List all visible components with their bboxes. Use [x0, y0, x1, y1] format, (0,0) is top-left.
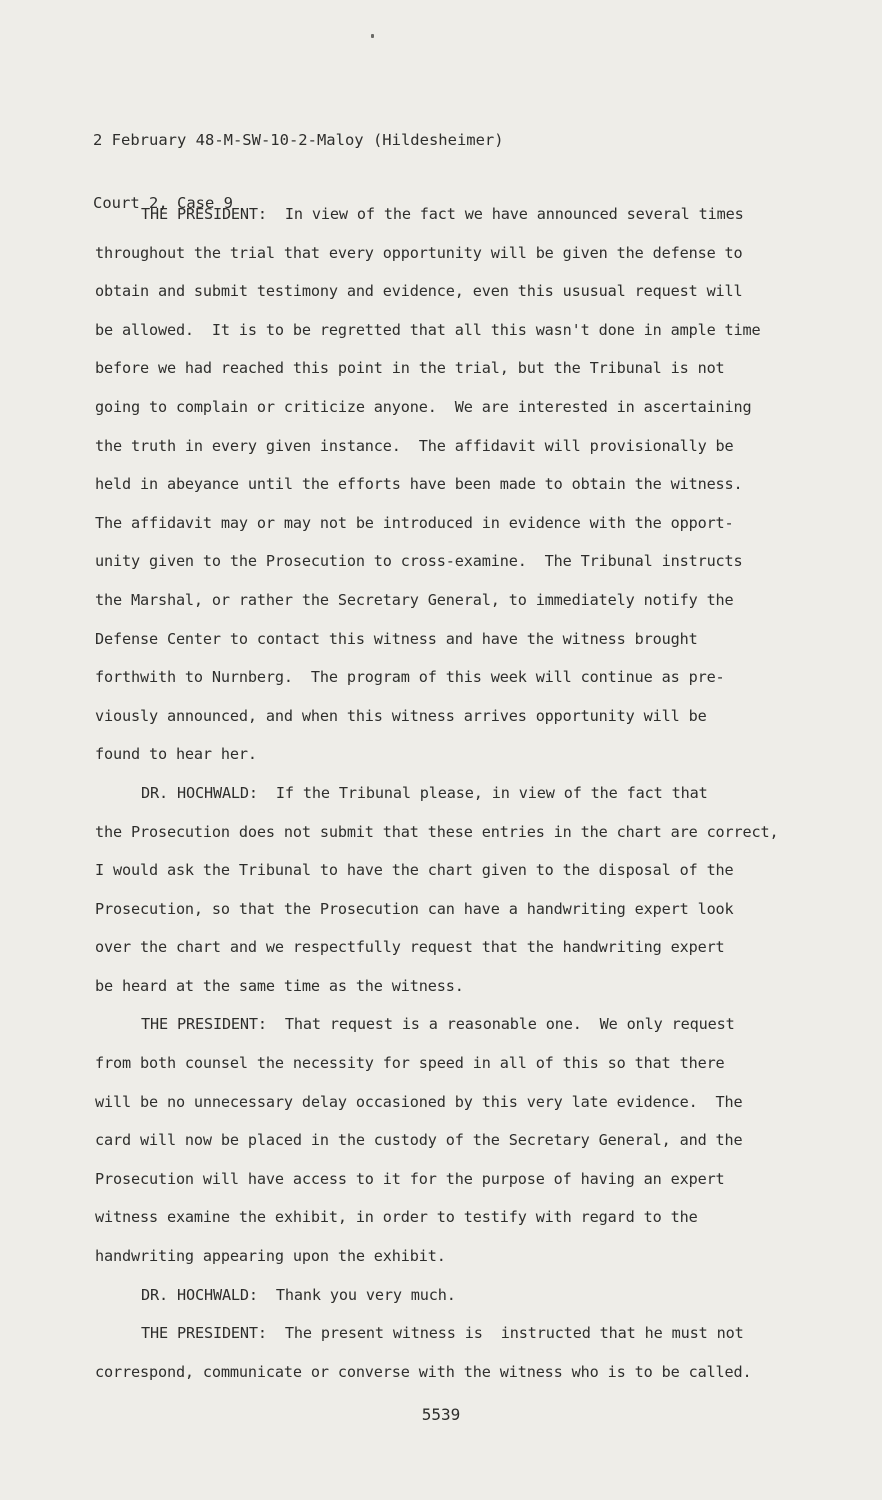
- transcript-line: correspond, communicate or converse with the witness who is to be called.: [95, 1362, 752, 1381]
- paper-speck: [371, 34, 374, 38]
- transcript-line: viously announced, and when this witness arrives opportunity will be: [95, 706, 707, 725]
- transcript-line: The affidavit may or may not be introduced in evidence with the opport-: [95, 513, 734, 532]
- page-number: 5539: [421, 1405, 461, 1424]
- header-court-case: Court 2, Case 9: [93, 194, 233, 212]
- transcript-line: over the chart and we respectfully request that the handwriting expert: [95, 938, 725, 957]
- transcript-line: witness examine the exhibit, in order to testify with regard to the: [95, 1208, 698, 1227]
- transcript-line: unity given to the Prosecution to cross-examine. The Tribunal instructs: [95, 552, 743, 571]
- paragraph-president-1-start: THE PRESIDENT: In view of the fact we have announced several times: [141, 205, 744, 223]
- transcript-line: throughout the trial that every opportunity will be given the defense to: [95, 243, 743, 262]
- transcript-line: obtain and submit testimony and evidence, even this ususual request will: [95, 282, 743, 301]
- paragraph-hochwald-2: DR. HOCHWALD: Thank you very much.: [141, 1285, 456, 1304]
- transcript-line: handwriting appearing upon the exhibit.: [95, 1247, 446, 1266]
- paragraph-hochwald-1-start: DR. HOCHWALD: If the Tribunal please, in view of the fact that: [141, 783, 708, 802]
- transcript-line: found to hear her.: [95, 745, 257, 764]
- transcript-line: Prosecution, so that the Prosecution can have a handwriting expert look: [95, 899, 734, 918]
- header-date-reference: 2 February 48-M-SW-10-2-Maloy (Hildesheimer): [93, 131, 504, 149]
- transcript-body: [95, 195, 825, 1391]
- paragraph-president-3-start: THE PRESIDENT: The present witness is instructed that he must not: [141, 1324, 744, 1343]
- transcript-line: from both counsel the necessity for speed in all of this so that there: [95, 1054, 725, 1073]
- transcript-line: the Marshal, or rather the Secretary General, to immediately notify the: [95, 590, 734, 609]
- paragraph-president-2-start: THE PRESIDENT: That request is a reasonable one. We only request: [141, 1015, 735, 1034]
- transcript-line: going to complain or criticize anyone. We are interested in ascertaining: [95, 397, 752, 416]
- transcript-line: be allowed. It is to be regretted that all this wasn't done in ample time: [95, 320, 761, 339]
- transcript-line: card will now be placed in the custody of the Secretary General, and the: [95, 1131, 743, 1150]
- transcript-line: I would ask the Tribunal to have the chart given to the disposal of the: [95, 861, 734, 880]
- transcript-line: held in abeyance until the efforts have been made to obtain the witness.: [95, 475, 743, 494]
- transcript-line: the Prosecution does not submit that these entries in the chart are correct,: [95, 822, 779, 841]
- transcript-line: Prosecution will have access to it for the purpose of having an expert: [95, 1169, 725, 1188]
- transcript-line: forthwith to Nurnberg. The program of this week will continue as pre-: [95, 668, 725, 687]
- transcript-line: before we had reached this point in the trial, but the Tribunal is not: [95, 359, 725, 378]
- transcript-line: Defense Center to contact this witness and have the witness brought: [95, 629, 698, 648]
- transcript-line: be heard at the same time as the witness.: [95, 976, 464, 995]
- transcript-line: will be no unnecessary delay occasioned by this very late evidence. The: [95, 1092, 743, 1111]
- transcript-line: the truth in every given instance. The affidavit will provisionally be: [95, 436, 734, 455]
